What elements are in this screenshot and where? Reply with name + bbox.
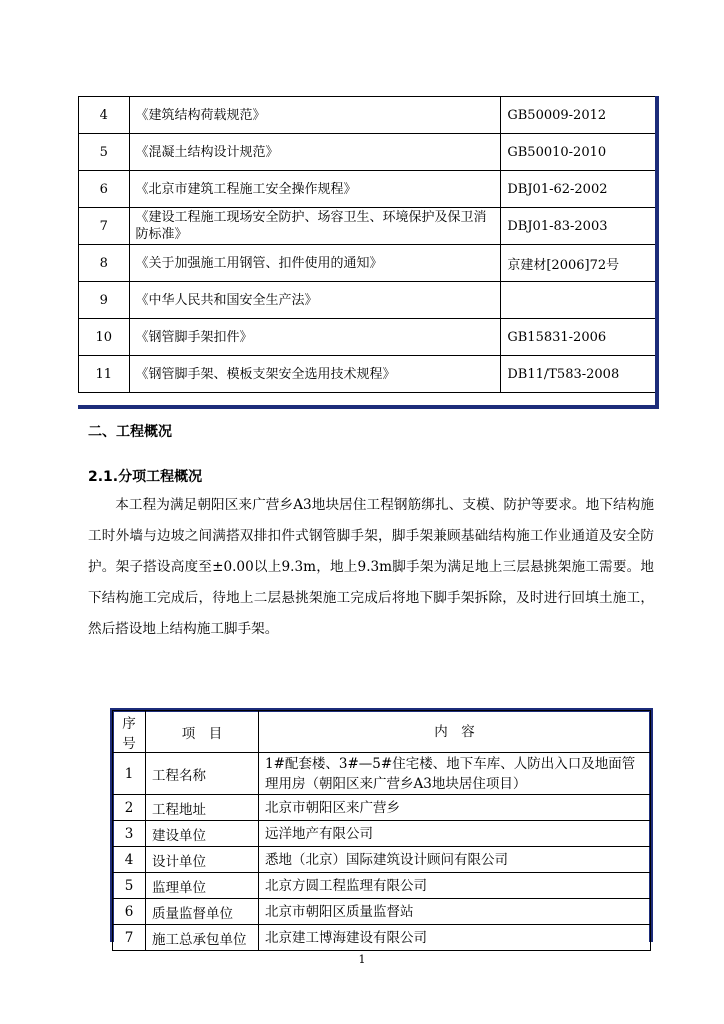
table-frame-bottom bbox=[78, 405, 659, 409]
row-item: 设计单位 bbox=[146, 847, 259, 873]
row-no: 4 bbox=[113, 847, 146, 873]
standard-no: 8 bbox=[79, 245, 130, 282]
section-heading: 二、工程概况 bbox=[88, 424, 172, 440]
standard-name: 《钢管脚手架扣件》 bbox=[129, 319, 501, 356]
row-no: 7 bbox=[113, 925, 146, 951]
table-row bbox=[79, 245, 658, 282]
standard-code: GB50009-2012 bbox=[501, 97, 658, 134]
standard-code: DBJ01-62-2002 bbox=[501, 171, 658, 208]
table-row bbox=[79, 97, 658, 134]
row-content: 悉地（北京）国际建筑设计顾问有限公司 bbox=[259, 847, 651, 873]
standard-no: 11 bbox=[79, 356, 130, 393]
subsection-heading: 2.1.分项工程概况 bbox=[88, 469, 203, 485]
standard-name: 《建设工程施工现场安全防护、场容卫生、环境保护及保卫消防标准》 bbox=[129, 208, 501, 245]
project-info-table bbox=[112, 710, 651, 951]
standard-no: 4 bbox=[79, 97, 130, 134]
row-content: 北京市朝阳区来广营乡 bbox=[259, 795, 651, 821]
table-row bbox=[79, 356, 658, 393]
page-number: 1 bbox=[358, 953, 366, 966]
row-content: 远洋地产有限公司 bbox=[259, 821, 651, 847]
table-row bbox=[113, 925, 651, 951]
table-row bbox=[79, 319, 658, 356]
row-item: 工程地址 bbox=[146, 795, 259, 821]
table-row bbox=[113, 821, 651, 847]
table-row bbox=[79, 134, 658, 171]
standard-name: 《建筑结构荷载规范》 bbox=[129, 97, 501, 134]
table-row bbox=[113, 899, 651, 925]
row-item: 建设单位 bbox=[146, 821, 259, 847]
row-item: 质量监督单位 bbox=[146, 899, 259, 925]
row-no: 6 bbox=[113, 899, 146, 925]
standards-table bbox=[78, 96, 658, 393]
standard-code: DB11/T583-2008 bbox=[501, 356, 658, 393]
row-item: 施工总承包单位 bbox=[146, 925, 259, 951]
row-content: 北京建工博海建设有限公司 bbox=[259, 925, 651, 951]
overview-paragraph: 本工程为满足朝阳区来广营乡A3地块居住工程钢筋绑扎、支模、防护等要求。地下结构施工时外墙与边坡之间满搭双排扣件式钢管脚手架，脚手架兼顾基础结构施工作业通道及安全防护。架子搭设高度至±0.00以上9.3m，地上9.3m脚手架为满足地上三层悬挑架施工需要。地下结构施工完成后，待地上二层悬挑架施工完成后将地下脚手架拆除，及时进行回填土施工，然后搭设地上结构施工脚手架。 bbox=[88, 497, 654, 637]
standard-code bbox=[501, 282, 658, 319]
standard-code: 京建材[2006]72号 bbox=[501, 245, 658, 282]
table-row bbox=[79, 282, 658, 319]
row-item: 监理单位 bbox=[146, 873, 259, 899]
table-row bbox=[113, 847, 651, 873]
table-row bbox=[79, 171, 658, 208]
standard-code: GB50010-2010 bbox=[501, 134, 658, 171]
row-content: 北京方圆工程监理有限公司 bbox=[259, 873, 651, 899]
standard-name: 《关于加强施工用钢管、扣件使用的通知》 bbox=[129, 245, 501, 282]
table-header-row bbox=[113, 711, 651, 753]
row-content: 1#配套楼、3#—5#住宅楼、地下车库、人防出入口及地面管理用房（朝阳区来广营乡A3地块居住项目） bbox=[259, 753, 651, 795]
standard-name: 《混凝土结构设计规范》 bbox=[129, 134, 501, 171]
header-content: 内 容 bbox=[259, 711, 651, 753]
table-row bbox=[113, 753, 651, 795]
header-item: 项 目 bbox=[146, 711, 259, 753]
table-row bbox=[79, 208, 658, 245]
table-row bbox=[113, 795, 651, 821]
standard-no: 6 bbox=[79, 171, 130, 208]
standard-code: GB15831-2006 bbox=[501, 319, 658, 356]
header-no: 序号 bbox=[113, 711, 146, 753]
row-content: 北京市朝阳区质量监督站 bbox=[259, 899, 651, 925]
row-item: 工程名称 bbox=[146, 753, 259, 795]
standard-no: 10 bbox=[79, 319, 130, 356]
row-no: 1 bbox=[113, 753, 146, 795]
standard-no: 5 bbox=[79, 134, 130, 171]
row-no: 2 bbox=[113, 795, 146, 821]
standard-code: DBJ01-83-2003 bbox=[501, 208, 658, 245]
table-row bbox=[113, 873, 651, 899]
standard-name: 《中华人民共和国安全生产法》 bbox=[129, 282, 501, 319]
table-frame-right bbox=[655, 96, 659, 409]
standard-no: 9 bbox=[79, 282, 130, 319]
row-no: 3 bbox=[113, 821, 146, 847]
standard-no: 7 bbox=[79, 208, 130, 245]
standard-name: 《钢管脚手架、模板支架安全选用技术规程》 bbox=[129, 356, 501, 393]
standard-name: 《北京市建筑工程施工安全操作规程》 bbox=[129, 171, 501, 208]
row-no: 5 bbox=[113, 873, 146, 899]
